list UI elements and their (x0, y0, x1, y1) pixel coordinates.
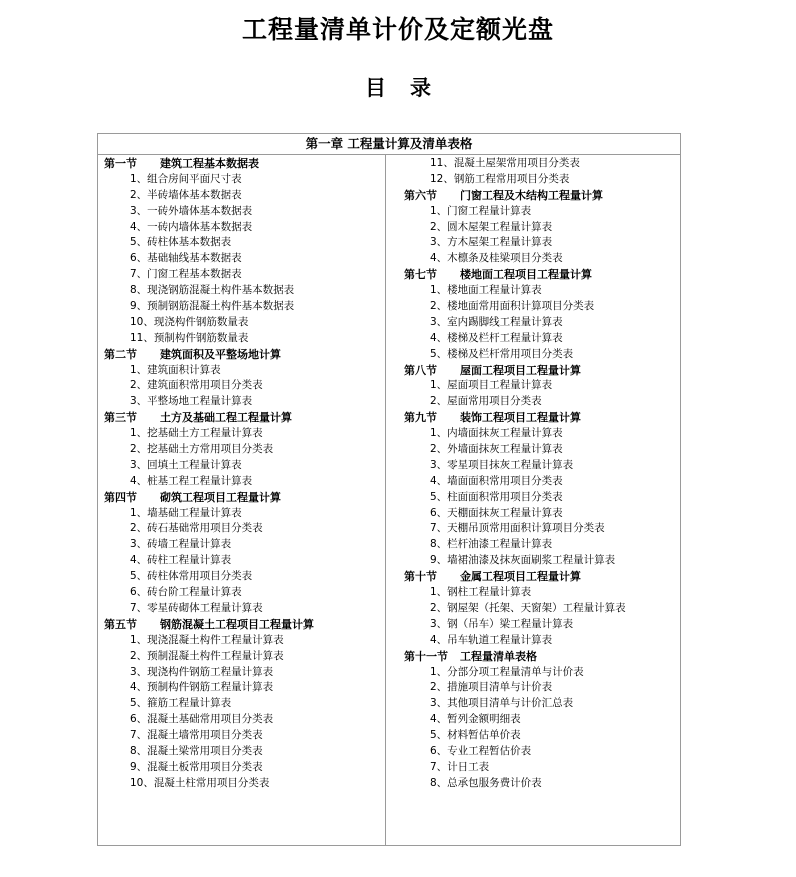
section-title: 建筑工程基本数据表 (160, 157, 259, 170)
toc-item: 9、混凝土板常用项目分类表 (130, 760, 263, 773)
toc-item: 1、内墙面抹灰工程量计算表 (430, 427, 563, 440)
toc-right-column (404, 156, 678, 792)
section-heading (104, 490, 386, 506)
toc-item: 5、柱面面积常用项目分类表 (430, 490, 563, 503)
document-title: 工程量清单计价及定额光盘 (241, 15, 554, 44)
toc-item: 10、混凝土柱常用项目分类表 (130, 776, 270, 789)
toc-item: 7、天棚吊顶常用面积计算项目分类表 (430, 522, 605, 535)
section-number: 第二节 (104, 347, 137, 361)
section-heading (404, 410, 678, 426)
section-title: 楼地面工程项目工程量计算 (460, 268, 592, 282)
table-of-contents (97, 133, 681, 846)
section-heading (104, 410, 386, 426)
toc-item: 6、混凝土基础常用项目分类表 (130, 713, 274, 726)
section-heading (404, 363, 678, 379)
toc-item: 9、预制钢筋混凝土构件基本数据表 (130, 300, 295, 313)
toc-item: 3、其他项目清单与计价汇总表 (430, 697, 574, 710)
section-title: 装饰工程项目工程量计算 (460, 411, 581, 425)
section-title: 钢筋混凝土工程项目工程量计算 (160, 617, 314, 631)
toc-item: 2、外墙面抹灰工程量计算表 (430, 443, 563, 456)
toc-item: 4、桩基工程工程量计算表 (130, 474, 253, 487)
toc-item: 5、砖柱体基本数据表 (130, 236, 232, 249)
toc-item: 3、钢（吊车）梁工程量计算表 (430, 617, 574, 630)
toc-item: 2、措施项目清单与计价表 (430, 681, 553, 694)
toc-item: 4、暂列金额明细表 (430, 713, 521, 726)
toc-item: 3、现浇构件钢筋工程量计算表 (130, 665, 274, 678)
toc-item: 11、混凝土屋架常用项目分类表 (430, 157, 580, 169)
toc-item: 5、楼梯及栏杆常用项目分类表 (430, 347, 574, 360)
toc-item: 4、一砖内墙体基本数据表 (130, 220, 253, 233)
toc-item: 1、门窗工程量计算表 (430, 204, 532, 217)
toc-item: 8、现浇钢筋混凝土构件基本数据表 (130, 284, 295, 297)
section-title: 砌筑工程项目工程量计算 (160, 490, 281, 504)
toc-item: 1、分部分项工程量清单与计价表 (430, 665, 584, 678)
toc-item: 3、砖墙工程量计算表 (130, 538, 232, 551)
toc-item: 3、一砖外墙体基本数据表 (130, 204, 253, 217)
document-subtitle: 目录 (365, 75, 455, 100)
toc-item: 3、零星项目抹灰工程量计算表 (430, 458, 574, 471)
toc-item: 1、钢柱工程量计算表 (430, 586, 532, 599)
section-number: 第九节 (404, 411, 437, 425)
toc-item: 7、门窗工程基本数据表 (130, 268, 242, 281)
section-number: 第七节 (404, 268, 437, 282)
toc-item: 2、砖石基础常用项目分类表 (130, 522, 263, 535)
toc-item: 4、吊车轨道工程量计算表 (430, 633, 553, 646)
toc-item: 6、专业工程暂估价表 (430, 744, 532, 757)
section-number: 第六节 (404, 188, 437, 202)
toc-item: 2、预制混凝土构件工程量计算表 (130, 649, 284, 662)
toc-item: 6、砖台阶工程量计算表 (130, 586, 242, 599)
toc-item: 2、楼地面常用面积计算项目分类表 (430, 300, 595, 313)
section-title: 门窗工程及木结构工程量计算 (460, 188, 603, 202)
toc-item: 7、计日工表 (430, 760, 490, 773)
section-title: 工程量清单表格 (460, 649, 537, 663)
section-heading (104, 617, 386, 633)
toc-item: 7、混凝土墙常用项目分类表 (130, 729, 263, 742)
toc-item: 8、总承包服务费计价表 (430, 776, 542, 789)
toc-item: 6、天棚面抹灰工程量计算表 (430, 506, 563, 519)
section-number: 第四节 (104, 490, 137, 504)
toc-item: 4、楼梯及栏杆工程量计算表 (430, 331, 563, 344)
toc-item: 2、半砖墙体基本数据表 (130, 188, 242, 201)
toc-item: 3、方木屋架工程量计算表 (430, 236, 553, 249)
section-heading (404, 649, 678, 665)
toc-item: 5、材料暂估单价表 (430, 729, 521, 742)
toc-item: 3、室内踢脚线工程量计算表 (430, 315, 563, 328)
toc-item: 10、现浇构件钢筋数量表 (130, 315, 249, 328)
toc-item: 7、零星砖砌体工程量计算表 (130, 601, 263, 614)
toc-item: 11、预制构件钢筋数量表 (130, 331, 249, 344)
toc-item: 4、预制构件钢筋工程量计算表 (130, 681, 274, 694)
toc-left-column (104, 156, 386, 792)
toc-item: 2、圆木屋架工程量计算表 (430, 220, 553, 233)
chapter-heading: 第一章 工程量计算及清单表格 (98, 134, 680, 155)
toc-item: 1、屋面项目工程量计算表 (430, 379, 553, 392)
toc-item: 8、栏杆油漆工程量计算表 (430, 538, 553, 551)
toc-item: 1、挖基础土方工程量计算表 (130, 427, 263, 440)
section-number: 第八节 (404, 363, 437, 377)
toc-item: 3、平整场地工程量计算表 (130, 395, 253, 408)
section-title: 金属工程项目工程量计算 (460, 570, 581, 584)
section-title: 建筑面积及平整场地计算 (160, 347, 281, 361)
toc-item: 6、基础轴线基本数据表 (130, 252, 242, 265)
toc-item: 4、木檩条及桂梁项目分类表 (430, 252, 563, 265)
toc-item: 12、钢筋工程常用项目分类表 (430, 172, 570, 185)
toc-item: 3、回填土工程量计算表 (130, 458, 242, 471)
toc-item: 4、墙面面积常用项目分类表 (430, 474, 563, 487)
section-number: 第五节 (104, 617, 137, 631)
section-heading (404, 267, 678, 283)
toc-item: 5、砖柱体常用项目分类表 (130, 570, 253, 583)
toc-item: 1、楼地面工程量计算表 (430, 284, 542, 297)
section-title: 屋面工程项目工程量计算 (460, 363, 581, 377)
toc-item: 2、挖基础土方常用项目分类表 (130, 443, 274, 456)
toc-item: 4、砖柱工程量计算表 (130, 554, 232, 567)
section-number: 第一节 (104, 157, 137, 170)
toc-item: 9、墙裙油漆及抹灰面刷浆工程量计算表 (430, 554, 616, 567)
section-title: 土方及基础工程工程量计算 (160, 411, 292, 425)
toc-item: 2、屋面常用项目分类表 (430, 395, 542, 408)
toc-item: 1、组合房间平面尺寸表 (130, 172, 242, 185)
section-heading (104, 156, 386, 172)
section-number: 第十节 (404, 570, 437, 584)
section-number: 第十一节 (404, 649, 448, 663)
toc-item: 2、钢屋架（托架、天窗架）工程量计算表 (430, 601, 626, 614)
toc-item: 1、墙基础工程量计算表 (130, 506, 242, 519)
section-heading (404, 188, 678, 204)
toc-item: 5、箍筋工程量计算表 (130, 697, 232, 710)
toc-item: 1、建筑面积计算表 (130, 363, 221, 376)
section-heading (404, 569, 678, 585)
section-heading (104, 347, 386, 363)
toc-item: 2、建筑面积常用项目分类表 (130, 379, 263, 392)
section-number: 第三节 (104, 411, 137, 425)
toc-item: 1、现浇混凝土构件工程量计算表 (130, 633, 284, 646)
toc-item: 8、混凝土梁常用项目分类表 (130, 744, 263, 757)
